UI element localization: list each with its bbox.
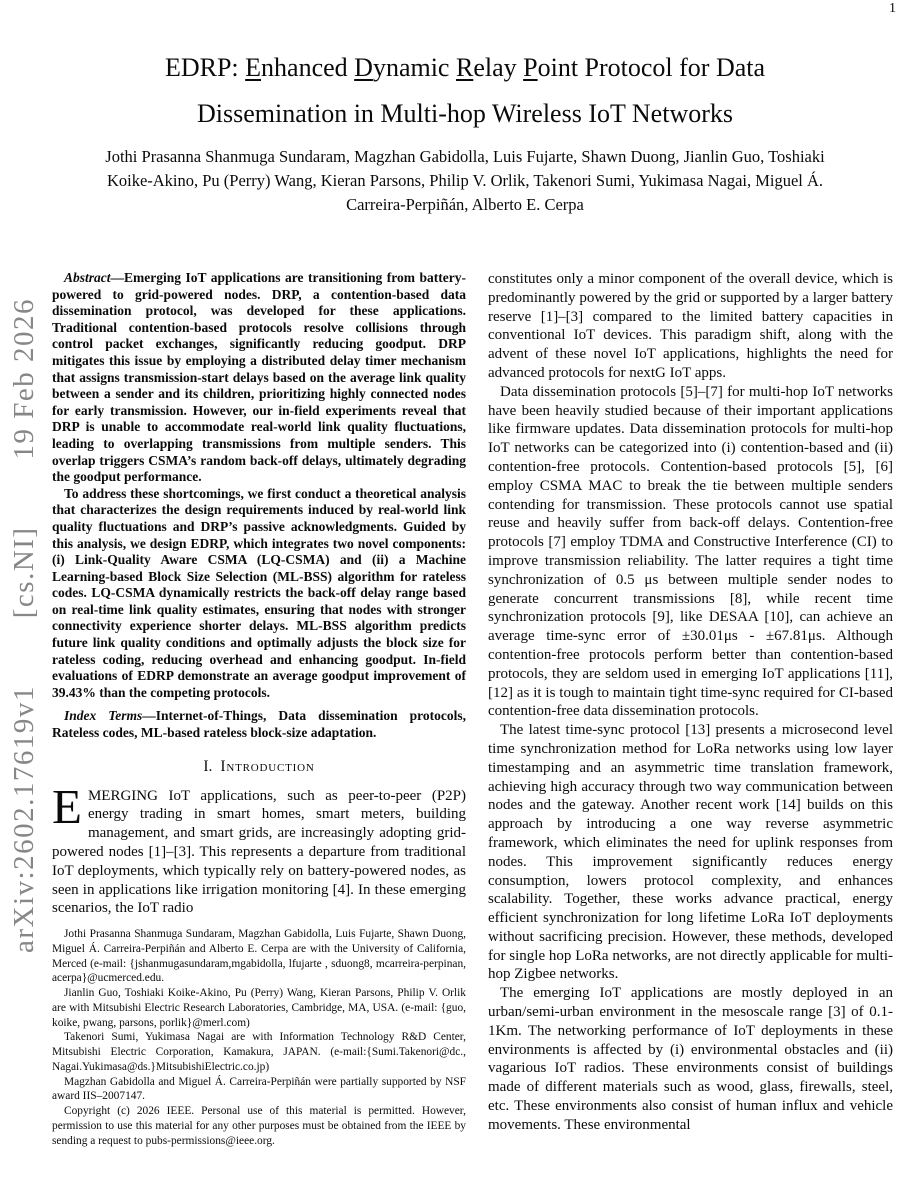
title-segment: ynamic xyxy=(372,53,456,82)
footnote-affiliation-merl: Jianlin Guo, Toshiaki Koike-Akino, Pu (Perry) Wang, Kieran Parsons, Philip V. Orlik are with Mitsubishi Electric Research Laboratories, Cambridge, MA, USA. (e-mail: {guo, koike, pwang, parsons, porlik}@merl.com) xyxy=(52,987,466,1029)
title-underlined-letter: E xyxy=(245,53,262,82)
title-underlined-letter: D xyxy=(354,53,373,82)
author-list xyxy=(37,145,893,217)
index-terms xyxy=(52,708,466,741)
section-title: Introduction xyxy=(220,757,315,775)
title-underlined-letter: P xyxy=(523,53,538,82)
paper-header xyxy=(37,45,893,217)
title-underlined-letter: R xyxy=(455,53,474,82)
abstract-label: Abstract xyxy=(64,270,111,285)
arxiv-category: [cs.NI] xyxy=(8,526,40,619)
intro-text: IoT applications, such as peer-to-peer (P2P) energy trading in smart homes, smart meters, building management, and smart grids, are increasingly adopting grid-powered nodes [1]–[3]. This represents a departure from traditional IoT deployments, which typically rely on battery-powered nodes, as seen in applications like irrigation monitoring [4]. In these emerging scenarios, the IoT radio xyxy=(52,787,466,917)
footnote-funding: Magzhan Gabidolla and Miguel Á. Carreira-Perpiñán were partially supported by NSF award IIS–2007147. xyxy=(52,1075,466,1103)
body-paragraph: The latest time-sync protocol [13] presents a microsecond level time synchronization method for LoRa networks using low layer timestamping and an asymmetric time translation framework, achieving high accuracy through two way communication between nodes and the gateway. Another recent work [14] builds on this approach by introducing a one way reverse asymmetric framework, which eliminates the need for uplink responses from nodes. This improvement significantly reduces energy consumption, lowers protocol complexity, and enhances scalability. Together, these works advance practical, energy efficient synchronization for long lifetime LoRa IoT deployments without sacrificing precision. However, these methods, developed for single hop LoRa networks, are not directly applicable for multi-hop Zigbee networks. xyxy=(488,722,893,983)
abstract-paragraph-2: To address these shortcomings, we first conduct a theoretical analysis that characterizes the design requirements induced by real-world link quality fluctuations and DRP’s passive acknowledgments. Guided by this analysis, we design EDRP, which integrates two novel components: (i) Link-Quality Aware CSMA (LQ-CSMA) and (ii) a Machine Learning-based Block Size Selection (ML-BSS) algorithm for rateless codes. LQ-CSMA dynamically restricts the back-off delay range based on real-time link quality estimates, ensuring that nodes with stronger connectivity experience shorter delays. ML-BSS algorithm predicts future link quality conditions and optimally adjusts the block size for rateless coding, reducing overhead and enhancing goodput. In-field evaluations of EDRP demonstrate an average goodput improvement of 39.43% than the competing protocols. xyxy=(52,485,466,700)
arxiv-date: 19 Feb 2026 xyxy=(8,298,40,460)
page-number: 1 xyxy=(889,1,896,16)
body-paragraph: The emerging IoT applications are mostly deployed in an urban/semi-urban environment in the mesoscale range [3] of 0.1-1Km. The networking performance of IoT deployments in these environments is affected by (i) environmental obstacles and (ii) vagarious IoT radios. These environments consist of buildings made of different materials such as wood, glass, firewalls, steel, etc. These environments also consist of human influx and vehicle movements. These environmental xyxy=(488,985,893,1133)
section-number: I. xyxy=(203,757,213,775)
title-segment: oint Protocol for Data xyxy=(537,53,766,82)
abstract-paragraph-1 xyxy=(52,270,466,486)
title-segment: EDRP: xyxy=(164,53,246,82)
abstract-dash: — xyxy=(110,270,125,285)
author-line: Carreira-Perpiñán, Alberto E. Cerpa xyxy=(346,195,584,214)
intro-paragraph xyxy=(52,778,466,919)
title-segment: elay xyxy=(473,53,524,82)
title-segment: nhanced xyxy=(261,53,355,82)
index-terms-label: Index Terms xyxy=(64,708,143,724)
title-line1 xyxy=(165,53,765,82)
section-heading-introduction xyxy=(52,756,466,777)
drop-cap: E xyxy=(52,778,82,834)
two-column-body xyxy=(52,270,893,1200)
arxiv-watermark xyxy=(8,298,41,953)
footnote-affiliation-ucmerced: Jothi Prasanna Shanmuga Sundaram, Magzhan Gabidolla, Luis Fujarte, Shawn Duong, Miguel Á. Carreira-Perpiñán and Alberto E. Cerpa are with the University of California, Merced (e-mail: {jshanmugasundaram,mgabidolla, lfujarte , sduong8, mcarreira-perpinan, acerpa}@ucmerced.edu. xyxy=(52,928,466,985)
abstract-text: Emerging IoT applications are transitioning from battery-powered to grid-powered nodes. DRP, a contention-based data dissemination protocol, was developed for these applications. Traditional contention-based protocols resolve collisions through control packet exchanges, significantly reducing goodput. DRP mitigates this issue by employing a distributed delay timer mechanism that assigns transmission-start delays based on the average link quality between a sender and its children, prioritizing highly connected nodes for early transmission. However, our in-field experiments reveal that DRP is unable to accommodate real-world link quality fluctuations, leading to overlapping transmissions from multiple senders. This overlap triggers CSMA’s random back-off delays, ultimately degrading the goodput performance. xyxy=(52,270,466,485)
author-line: Koike-Akino, Pu (Perry) Wang, Kieran Parsons, Philip V. Orlik, Takenori Sumi, Yukimasa Nagai, Miguel Á. xyxy=(106,171,824,190)
left-column xyxy=(52,270,466,1200)
intro-first-word-caps: MERGING xyxy=(87,787,158,804)
right-column xyxy=(488,270,893,1200)
arxiv-id: arXiv:2602.17619v1 xyxy=(8,685,40,953)
body-paragraph: constitutes only a minor component of the overall device, which is predominantly powered by the grid or supported by a larger battery reserve [1]–[3] compared to the limited battery capacities in conventional IoT devices. This paradigm shift, along with the advent of these novel IoT applications, highlights the need for advanced protocols for nextG IoT apps. xyxy=(488,271,893,381)
paper-content xyxy=(52,0,893,1200)
footnote-block xyxy=(52,927,466,1148)
author-line: Jothi Prasanna Shanmuga Sundaram, Magzhan Gabidolla, Luis Fujarte, Shawn Duong, Jianlin Guo, Toshiaki xyxy=(105,147,825,166)
index-terms-text: Internet-of-Things, Data dissemination protocols, Rateless codes, ML-based rateless block-size adaptation. xyxy=(52,708,467,741)
title-line2: Dissemination in Multi-hop Wireless IoT Networks xyxy=(197,99,733,128)
body-paragraph: Data dissemination protocols [5]–[7] for multi-hop IoT networks have been heavily studied because of their important applications like firmware updates. Data dissemination protocols for multi-hop IoT networks can be categorized into (i) contention-based and (ii) contention-free protocols. Contention-based protocols [5], [6] employ CSMA MAC to break the tie between multiple senders contending for transmission. These protocols cannot use spatial reuse and heavily suffer from back-off delays. Contention-free protocols [7] employ TDMA and Constructive Interference (CI) to improve transmission reliability. The latter requires a tight time synchronization of 0.5 μs between multiple sender nodes to generate concurrent transmissions [8], while recent time synchronization protocols [9], like DESAA [10], can achieve an average time-sync error of ±30.01μs - ±67.81μs. Although contention-free protocols perform better than contention-based protocols, they are seldom used in emerging IoT applications [11], [12] as it is tough to maintain tight time-sync required for CI-based contention-free data dissemination protocols. xyxy=(488,383,893,720)
footnote-copyright: Copyright (c) 2026 IEEE. Personal use of this material is permitted. However, permission to use this material for any other purposes must be obtained from the IEEE by sending a request to pubs-permissions@ieee.org. xyxy=(52,1105,466,1147)
paper-title xyxy=(37,45,893,137)
index-terms-dash: — xyxy=(142,708,156,724)
footnote-affiliation-mitsubishi: Takenori Sumi, Yukimasa Nagai are with Information Technology R&D Center, Mitsubishi Electric Corporation, Kamakura, JAPAN. (e-mail:{Sumi.Takenori@dc., Nagai.Yukimasa@ds.}MitsubishiElectric.co.jp) xyxy=(52,1031,466,1073)
